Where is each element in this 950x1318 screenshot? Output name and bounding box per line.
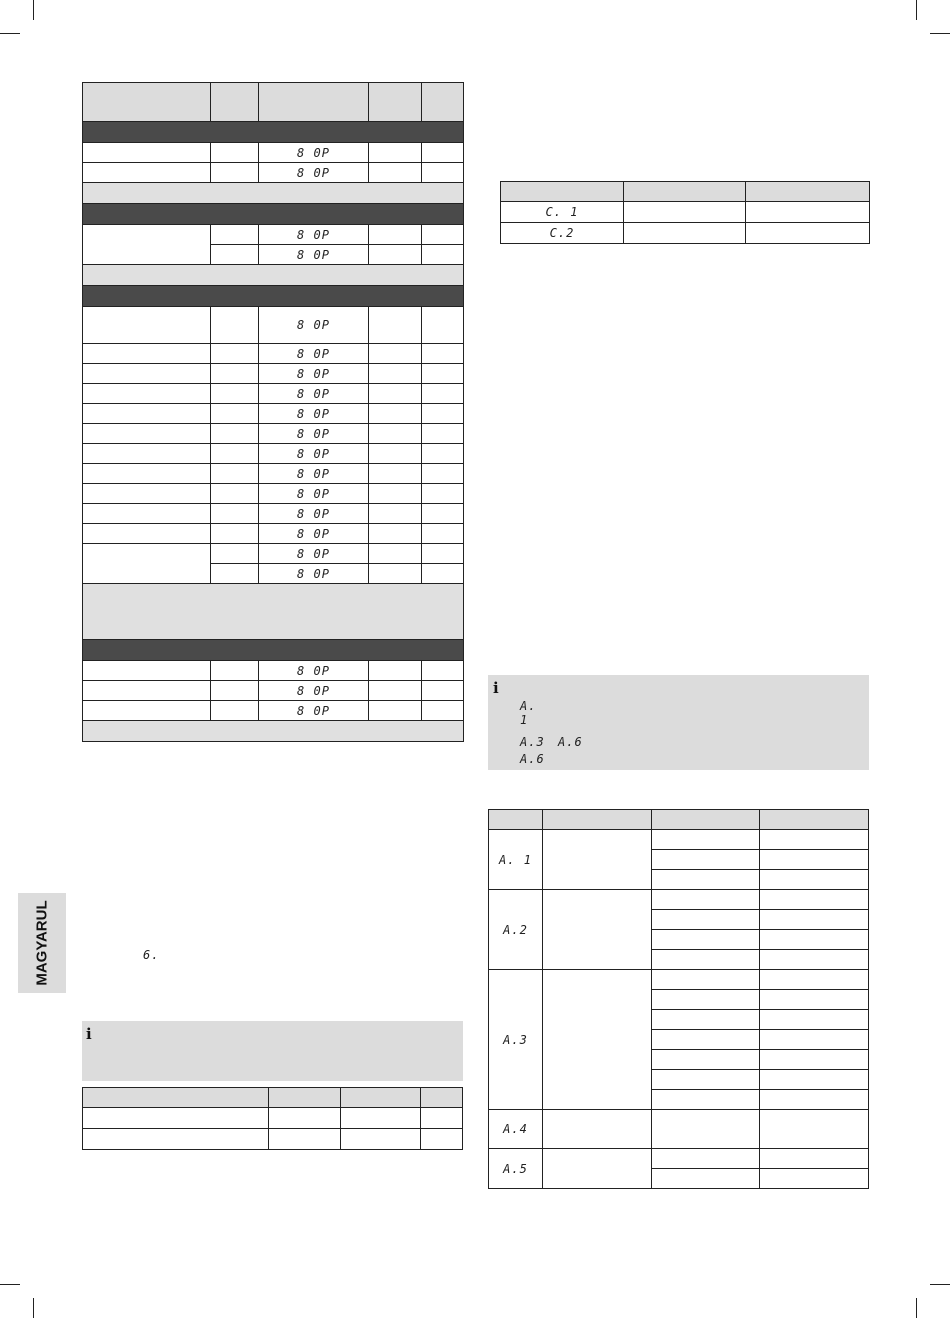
program-table bbox=[82, 82, 464, 742]
display-code: 8 0P bbox=[259, 384, 369, 404]
a-code: A.3 bbox=[489, 970, 543, 1110]
note-code: A.3 bbox=[520, 735, 545, 749]
table-row bbox=[83, 544, 464, 564]
table-row bbox=[83, 307, 464, 344]
small-table bbox=[82, 1087, 463, 1150]
c-code-table bbox=[500, 181, 870, 244]
display-code: 8 0P bbox=[259, 344, 369, 364]
display-code: 8 0P bbox=[259, 661, 369, 681]
inline-display-glyph: 6. bbox=[143, 948, 160, 962]
table-row bbox=[83, 444, 464, 464]
crop-mark bbox=[0, 33, 20, 34]
table-row bbox=[489, 830, 869, 850]
table-row bbox=[83, 225, 464, 245]
display-code: 8 0P bbox=[259, 564, 369, 584]
table-row bbox=[83, 1129, 463, 1150]
c-code: C. 1 bbox=[501, 202, 624, 223]
table-row bbox=[489, 1149, 869, 1169]
section-footer bbox=[83, 183, 464, 204]
table-row bbox=[83, 661, 464, 681]
note-code: A.6 bbox=[520, 752, 545, 766]
display-code: 8 0P bbox=[259, 484, 369, 504]
a-code-table bbox=[488, 809, 869, 1189]
language-tab bbox=[18, 893, 66, 993]
section-footer bbox=[83, 721, 464, 742]
crop-mark bbox=[0, 1284, 20, 1285]
section-footer bbox=[83, 265, 464, 286]
display-code: 8 0P bbox=[259, 444, 369, 464]
table-row bbox=[83, 1108, 463, 1129]
info-icon: i bbox=[86, 1025, 92, 1043]
note-code: A. 1 bbox=[520, 699, 537, 727]
display-code: 8 0P bbox=[259, 424, 369, 444]
table-row bbox=[83, 364, 464, 384]
table-row bbox=[83, 484, 464, 504]
table-row bbox=[83, 404, 464, 424]
display-code: 8 0P bbox=[259, 524, 369, 544]
table-row bbox=[83, 701, 464, 721]
table-header bbox=[83, 1088, 463, 1108]
display-code: 8 0P bbox=[259, 163, 369, 183]
info-icon: i bbox=[493, 679, 499, 697]
crop-mark bbox=[930, 33, 950, 34]
table-row bbox=[501, 202, 870, 223]
table-row bbox=[83, 524, 464, 544]
section-header bbox=[83, 204, 464, 225]
display-code: 8 0P bbox=[259, 404, 369, 424]
display-code: 8 0P bbox=[259, 364, 369, 384]
crop-mark bbox=[916, 1298, 917, 1318]
table-row bbox=[83, 384, 464, 404]
display-code: 8 0P bbox=[259, 225, 369, 245]
table-header bbox=[489, 810, 869, 830]
display-code: 8 0P bbox=[259, 681, 369, 701]
display-code: 8 0P bbox=[259, 464, 369, 484]
table-row bbox=[83, 344, 464, 364]
crop-mark bbox=[930, 1284, 950, 1285]
section-header bbox=[83, 286, 464, 307]
table-row bbox=[83, 464, 464, 484]
note-code: A.6 bbox=[558, 735, 583, 749]
language-tab-label: MAGYARUL bbox=[33, 900, 51, 986]
section-header bbox=[83, 640, 464, 661]
table-row bbox=[489, 1110, 869, 1149]
c-code: C.2 bbox=[501, 223, 624, 244]
crop-mark bbox=[916, 0, 917, 20]
display-code: 8 0P bbox=[259, 307, 369, 344]
section-header bbox=[83, 122, 464, 143]
display-code: 8 0P bbox=[259, 143, 369, 163]
crop-mark bbox=[33, 0, 34, 20]
table-header bbox=[83, 83, 464, 122]
table-row bbox=[83, 681, 464, 701]
a-code: A.2 bbox=[489, 890, 543, 970]
a-code: A.5 bbox=[489, 1149, 543, 1189]
table-row bbox=[489, 890, 869, 910]
table-row bbox=[83, 424, 464, 444]
table-row bbox=[83, 163, 464, 183]
table-row bbox=[83, 143, 464, 163]
crop-mark bbox=[33, 1298, 34, 1318]
a-code: A. 1 bbox=[489, 830, 543, 890]
section-footer bbox=[83, 584, 464, 640]
table-row bbox=[489, 970, 869, 990]
display-code: 8 0P bbox=[259, 544, 369, 564]
table-row bbox=[83, 504, 464, 524]
display-code: 8 0P bbox=[259, 504, 369, 524]
table-row bbox=[501, 223, 870, 244]
table-header bbox=[501, 182, 870, 202]
note-box bbox=[82, 1021, 463, 1081]
a-code: A.4 bbox=[489, 1110, 543, 1149]
display-code: 8 0P bbox=[259, 245, 369, 265]
display-code: 8 0P bbox=[259, 701, 369, 721]
